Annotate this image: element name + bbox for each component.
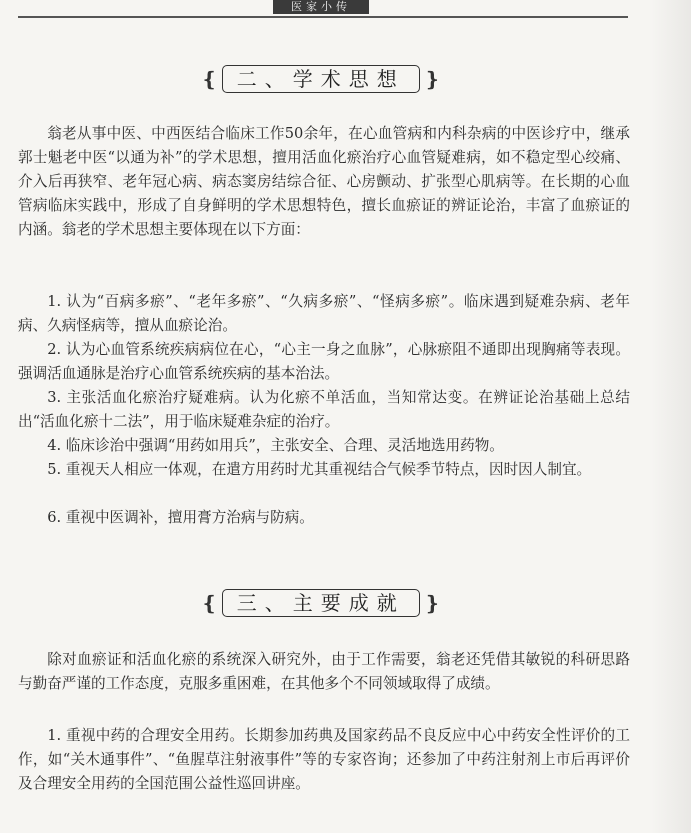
list-item: 3. 主张活血化瘀治疗疑难病。认为化瘀不单活血，当知常达变。在辨证论治基础上总结出“活血化瘀十二法”，用于临床疑难杂症的治疗。 <box>18 389 630 430</box>
list-item: 2. 认为心血管系统疾病病位在心，“心主一身之血脉”，心脉瘀阻不通即出现胸痛等表现。强调活血通脉是治疗心血管系统疾病的基本治法。 <box>18 341 630 382</box>
header-rule <box>18 16 628 18</box>
running-header-tag: 医家小传 <box>273 0 369 14</box>
scroll-ornament-right-icon: ❵ <box>423 591 441 615</box>
scroll-ornament-left-icon: ❴ <box>201 67 218 91</box>
list-item: 5. 重视天人相应一体观，在遣方用药时尤其重视结合气候季节特点，因时因人制宜。 <box>47 461 592 478</box>
list-item: 1. 认为“百病多瘀”、“老年多瘀”、“久病多瘀”、“怪病多瘀”。临床遇到疑难杂病、老年病、久病怪病等，擅从血瘀论治。 <box>18 293 630 334</box>
section-heading-main-achievements <box>201 588 441 618</box>
scroll-ornament-right-icon: ❵ <box>423 67 441 91</box>
list-item: 6. 重视中医调补，擅用膏方治病与防病。 <box>47 509 314 526</box>
page-edge-shadow <box>651 0 691 833</box>
section-heading-text: 二、学术思想 <box>222 65 420 93</box>
scroll-ornament-left-icon: ❴ <box>201 591 218 615</box>
paragraph: 翁老从事中医、中西医结合临床工作50余年，在心血管病和内科杂病的中医诊疗中，继承郭士魁老中医“以通为补”的学术思想，擅用活血化瘀治疗心血管疑难病，如不稳定型心绞痛、介入后再狭窄、老年冠心病、病态窦房结综合征、心房颤动、扩张型心肌病等。在长期的心血管病临床实践中，形成了自身鲜明的学术思想特色，擅长血瘀证的辨证论治，丰富了血瘀证的内涵。翁老的学术思想主要体现在以下方面： <box>18 125 630 238</box>
paragraph: 除对血瘀证和活血化瘀的系统深入研究外，由于工作需要，翁老还凭借其敏锐的科研思路与勤奋严谨的工作态度，克服多重困难，在其他多个不同领域取得了成绩。 <box>18 651 630 692</box>
section-heading-text: 三、主要成就 <box>222 589 420 617</box>
list-item: 1. 重视中药的合理安全用药。长期参加药典及国家药品不良反应中心中药安全性评价的工作，如“关木通事件”、“鱼腥草注射液事件”等的专家咨询；还参加了中药注射剂上市后再评价及合理安全用药的全国范围公益性巡回讲座。 <box>18 727 630 792</box>
list-item: 4. 临床诊治中强调“用药如用兵”，主张安全、合理、灵活地选用药物。 <box>47 437 504 454</box>
section-heading-academic-thought <box>201 64 441 94</box>
